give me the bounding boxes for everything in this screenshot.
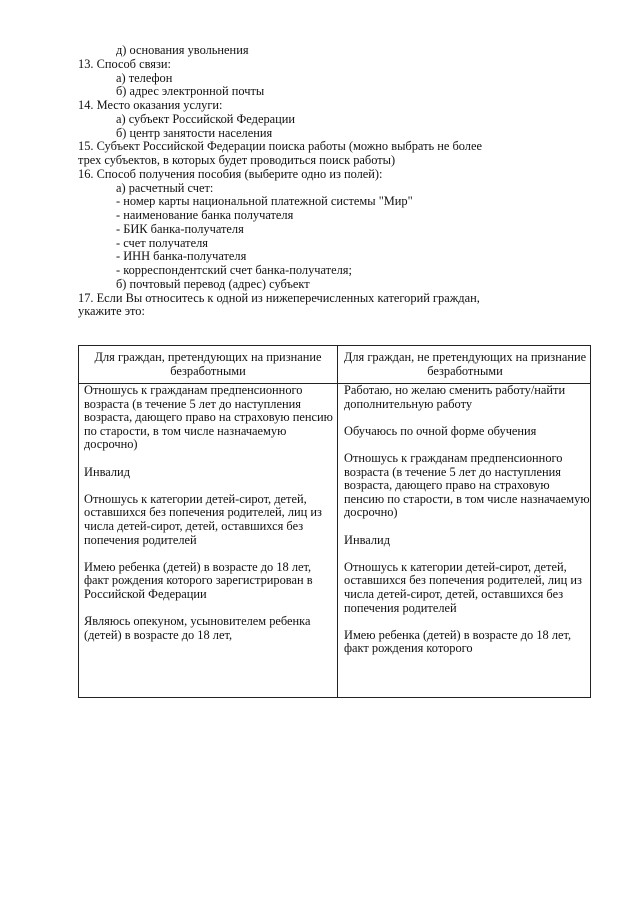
category-option: Инвалид: [344, 532, 390, 547]
text-line: 13. Способ связи:: [78, 56, 171, 71]
category-option: Имею ребенка (детей) в возрасте до 18 лет, факт рождения которого зарегистрирован в Российской Федерации: [84, 559, 313, 601]
category-option: Имею ребенка (детей) в возрасте до 18 лет, факт рождения которого: [344, 627, 572, 656]
text-line: 14. Место оказания услуги:: [78, 98, 223, 112]
text-line: - БИК банка-получателя: [116, 221, 244, 236]
text-line: - счет получателя: [116, 235, 208, 250]
text-line: - ИНН банка-получателя: [116, 249, 247, 264]
text-line: - корреспондентский счет банка-получателя;: [116, 263, 352, 277]
col1-cell: [84, 384, 334, 642]
text-line: - номер карты национальной платежной системы "Мир": [116, 194, 413, 209]
category-option: Отношусь к категории детей-сирот, детей, оставшихся без попечения родителей, лиц из числа детей-сирот, детей, оставшихся без попечения родителей: [84, 491, 322, 547]
text-line: трех субъектов, в которых будет проводиться поиск работы): [78, 153, 396, 167]
text-line: б) центр занятости населения: [116, 125, 273, 140]
text-line: 17. Если Вы относитесь к одной из нижеперечисленных категорий граждан,: [78, 290, 480, 305]
text-line: б) адрес электронной почты: [116, 84, 265, 99]
category-option: Отношусь к гражданам предпенсионного возраста (в течение 5 лет до наступления возраста, дающего право на страховую пенсию по старости, в том числе назначаемую досрочно): [84, 383, 333, 452]
col2-header: Для граждан, не претендующих на признание безработными: [343, 350, 587, 378]
category-option: Обучаюсь по очной форме обучения: [344, 423, 537, 438]
col2-cell: [344, 384, 590, 656]
col1-header: Для граждан, претендующих на признание безработными: [94, 350, 322, 378]
category-option: Отношусь к категории детей-сирот, детей, оставшихся без попечения родителей, лиц из числа детей-сирот, детей, оставшихся без попечения родителей: [344, 559, 582, 615]
text-line: д) основания увольнения: [116, 43, 249, 57]
text-line: а) телефон: [116, 70, 173, 85]
categories-table: [78, 345, 591, 698]
category-option: Работаю, но желаю сменить работу/найти дополнительную работу: [344, 383, 566, 411]
text-line: б) почтовый перевод (адрес) субъект: [116, 276, 310, 291]
text-line: а) расчетный счет:: [116, 180, 214, 195]
text-line: а) субъект Российской Федерации: [116, 111, 296, 126]
text-line: укажите это:: [78, 304, 145, 319]
text-line: - наименование банка получателя: [116, 208, 294, 222]
category-option: Инвалид: [84, 464, 130, 479]
category-option: Отношусь к гражданам предпенсионного возраста (в течение 5 лет до наступления возраста, дающего право на страховую пенсию по старости, в том числе назначаемую досрочно): [344, 450, 590, 520]
column-divider: [337, 346, 338, 697]
text-line: 16. Способ получения пособия (выберите одно из полей):: [78, 166, 383, 181]
category-option: Являюсь опекуном, усыновителем ребенка (детей) в возрасте до 18 лет,: [84, 614, 311, 642]
text-line: 15. Субъект Российской Федерации поиска работы (можно выбрать не более: [78, 139, 482, 154]
